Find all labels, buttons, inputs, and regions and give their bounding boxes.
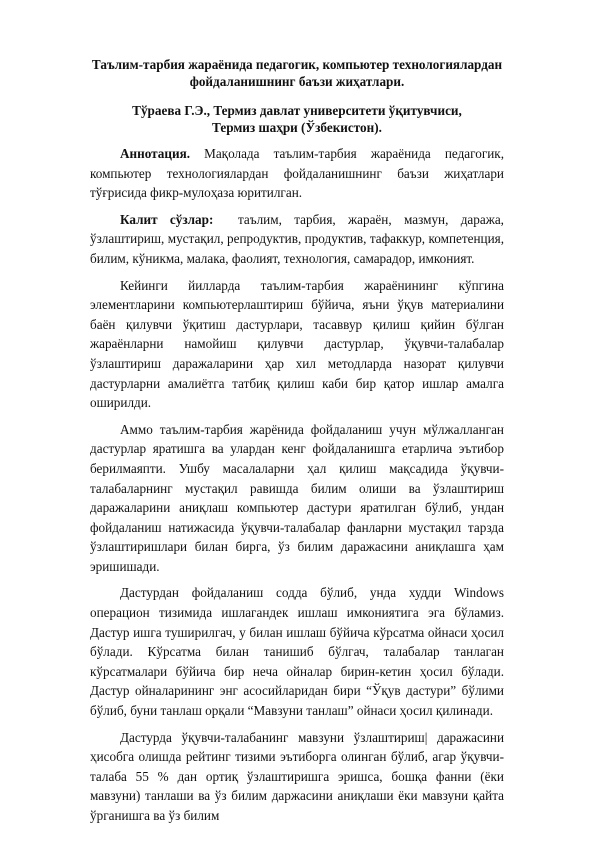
author-line-1: Тўраева Г.Э., Термиз давлат университети ўқитувчиси, [132, 103, 462, 118]
keywords-label: Калит сўзлар: [120, 211, 214, 227]
title-line-2: фойдаланишнинг баъзи жиҳатлари. [189, 74, 405, 89]
body-paragraph-1: Кейинги йилларда таълим-тарбия жараёнининг кўпгина элементларини компьютерлаштириш бўйича, яъни ўқув материалини баён қилувчи ўқитиш дастурлари, тасаввур қилиш қийин бўлган жараёнларни намойиш қилувчи дастурлар, ўқувчи-талабалар ўзлаштириш даражаларини ҳар хил методларда назорат қилувчи дастурларни амалиётга татбиқ қилиш каби бир қатор ишлар амалга оширилди. [90, 277, 504, 411]
body-paragraph-3: Дастурдан фойдаланиш содда бўлиб, унда худди Windows операцион тизимида ишлагандек ишлаш имкониятига эга бўламиз. Дастур ишга туширилгач, у билан ишлаш бўйича кўрсатма ойнаси ҳосил бўлади. Кўрсатма билан танишиб бўлгач, талабалар танлаган кўрсатмалари бўйича бир неча ойналар бирин-кетин ҳосил бўлади. Дастур ойналарининг энг асосийларидан бири “Ўқув дастури” бўлими бўлиб, буни танлаш орқали “Мавзуни танлаш” ойнаси ҳосил қилинади. [90, 585, 504, 719]
abstract-paragraph [90, 144, 504, 203]
article-body [90, 56, 508, 833]
body-paragraph-2: Аммо таълим-тарбия жарёнида фойдаланиш учун мўлжалланган дастурлар яратишга ва улардан кенг фойдаланишга етарлича эътибор берилмаяпти. Ушбу масалаларни ҳал қилиш мақсадида ўқувчи-талабаларнинг мустақил равишда билим олиши ва ўзлаштириш даражаларини аниқлаш компьютер дастури яратилган бўлиб, ундан фойдаланиш натижасида ўқувчи-талабалар фанларни мустақил тарзда ўзлаштиришлари билан бирга, ўз билим даражасини аниқлашга ҳам эришишади. [90, 421, 504, 574]
body-paragraph-4: Дастурда ўқувчи-талабанинг мавзуни ўзлаштириш| даражасини ҳисобга олишда рейтинг тизими эътиборга олинган бўлиб, агар ўқувчи-талаба 55 % дан ортиқ ўзлаштиришга эришса, бошқа фанни (ёки мавзуни) танлаши ва ўз билим даржасини аниқлаши ёки мавзуни қайта ўрганишга ва ўз билим [90, 729, 504, 823]
keywords-paragraph [90, 210, 508, 269]
article-title [90, 56, 504, 90]
author-affiliation [90, 102, 504, 136]
author-line-2: Термиз шаҳри (Ўзбекистон). [212, 120, 382, 135]
abstract-text: Мақолада таълим-тарбия жараёнида педагогик, компьютер технологиялардан фойдаланишнинг баъзи жиҳатлари тўғрисида фикр-мулоҳаза юритилган. [90, 146, 504, 201]
keywords-text: таълим, тарбия, жараён, мазмун, даража, ўзлаштириш, мустақил, репродуктив, продуктив, тафаккур, компетенция, билим, кўникма, малака, фаолият, технология, самарадор, имконият. [90, 211, 508, 266]
title-line-1: Таълим-тарбия жараёнида педагогик, компьютер технологиялардан [91, 57, 503, 72]
abstract-label: Аннотация. [120, 146, 191, 161]
